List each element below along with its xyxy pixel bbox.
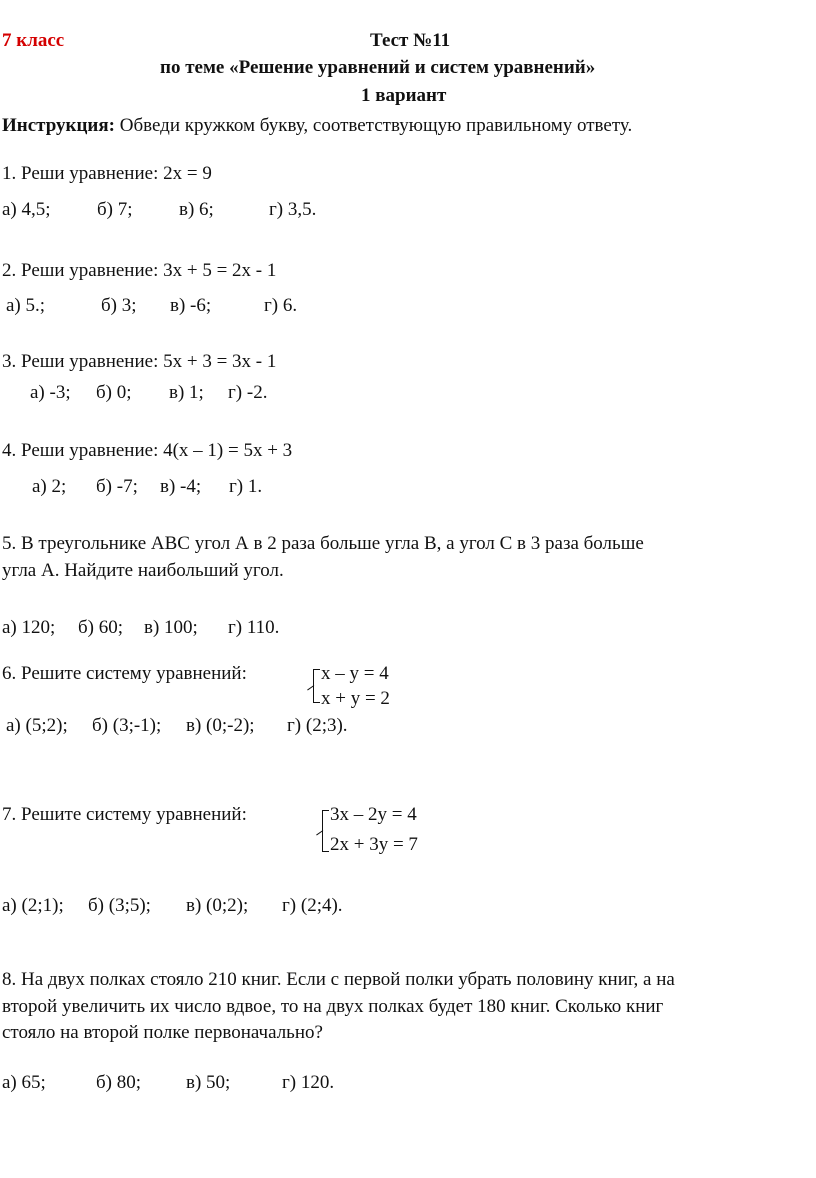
grade-label: 7 класс bbox=[2, 30, 65, 51]
answer-option[interactable]: а) 2; bbox=[32, 476, 67, 497]
answer-option[interactable]: а) 4,5; bbox=[2, 199, 51, 220]
variant-label: 1 вариант bbox=[361, 85, 447, 106]
answer-option[interactable]: б) 60; bbox=[78, 617, 124, 638]
answer-option[interactable]: б) 7; bbox=[97, 199, 133, 220]
question-7-equation-1: 3х – 2у = 4 bbox=[330, 804, 417, 825]
answer-option[interactable]: а) -3; bbox=[30, 382, 71, 403]
question-8-text-line-3: стояло на второй полке первоначально? bbox=[2, 1022, 323, 1043]
system-brace bbox=[313, 669, 314, 703]
answer-option[interactable]: б) (3;5); bbox=[88, 895, 151, 916]
answer-option[interactable]: г) -2. bbox=[228, 382, 268, 403]
question-6-equation-2: х + у = 2 bbox=[321, 688, 390, 709]
system-brace bbox=[322, 810, 323, 852]
answer-option[interactable]: б) 3; bbox=[101, 295, 137, 316]
answer-option[interactable]: а) 120; bbox=[2, 617, 56, 638]
answer-option[interactable]: а) (5;2); bbox=[6, 715, 68, 736]
question-6-text: 6. Решите систему уравнений: bbox=[2, 663, 247, 684]
answer-option[interactable]: г) 3,5. bbox=[269, 199, 317, 220]
answer-option[interactable]: в) 50; bbox=[186, 1072, 231, 1093]
question-5-text-line-2: угла А. Найдите наибольший угол. bbox=[2, 560, 284, 581]
question-7-text: 7. Решите систему уравнений: bbox=[2, 804, 247, 825]
test-topic: по теме «Решение уравнений и систем уравнений» bbox=[160, 57, 596, 78]
answer-option[interactable]: в) -4; bbox=[160, 476, 202, 497]
instruction-text: Обведи кружком букву, соответствующую правильному ответу. bbox=[115, 115, 633, 136]
answer-option[interactable]: в) (0;-2); bbox=[186, 715, 255, 736]
answer-option[interactable]: б) -7; bbox=[96, 476, 138, 497]
answer-option[interactable]: а) 5.; bbox=[6, 295, 46, 316]
answer-option[interactable]: г) (2;3). bbox=[287, 715, 348, 736]
answer-option[interactable]: в) 6; bbox=[179, 199, 214, 220]
answer-option[interactable]: а) 65; bbox=[2, 1072, 46, 1093]
answer-option[interactable]: б) 80; bbox=[96, 1072, 142, 1093]
answer-option[interactable]: г) (2;4). bbox=[282, 895, 343, 916]
question-2-text: 2. Реши уравнение: 3х + 5 = 2х - 1 bbox=[2, 260, 277, 281]
answer-option[interactable]: г) 6. bbox=[264, 295, 298, 316]
question-6-equation-1: х – у = 4 bbox=[321, 663, 389, 684]
question-5-text-line-1: 5. В треугольнике АВС угол А в 2 раза больше угла В, а угол С в 3 раза больше bbox=[2, 533, 644, 554]
answer-option[interactable]: в) -6; bbox=[170, 295, 212, 316]
instruction-label: Инструкция: bbox=[2, 115, 115, 136]
answer-option[interactable]: г) 1. bbox=[229, 476, 263, 497]
instruction bbox=[2, 115, 632, 137]
question-3-text: 3. Реши уравнение: 5х + 3 = 3х - 1 bbox=[2, 351, 277, 372]
answer-option[interactable]: б) 0; bbox=[96, 382, 132, 403]
answer-option[interactable]: в) 100; bbox=[144, 617, 198, 638]
answer-option[interactable]: в) 1; bbox=[169, 382, 204, 403]
question-4-text: 4. Реши уравнение: 4(х – 1) = 5х + 3 bbox=[2, 440, 293, 461]
answer-option[interactable]: б) (3;-1); bbox=[92, 715, 162, 736]
question-1-text: 1. Реши уравнение: 2х = 9 bbox=[2, 163, 212, 184]
answer-option[interactable]: г) 110. bbox=[228, 617, 280, 638]
question-8-text-line-1: 8. На двух полках стояло 210 книг. Если с первой полки убрать половину книг, а на bbox=[2, 969, 675, 990]
test-title: Тест №11 bbox=[370, 30, 451, 51]
question-8-text-line-2: второй увеличить их число вдвое, то на двух полках будет 180 книг. Сколько книг bbox=[2, 996, 664, 1017]
question-7-equation-2: 2х + 3у = 7 bbox=[330, 834, 418, 855]
answer-option[interactable]: г) 120. bbox=[282, 1072, 335, 1093]
answer-option[interactable]: в) (0;2); bbox=[186, 895, 249, 916]
answer-option[interactable]: а) (2;1); bbox=[2, 895, 64, 916]
